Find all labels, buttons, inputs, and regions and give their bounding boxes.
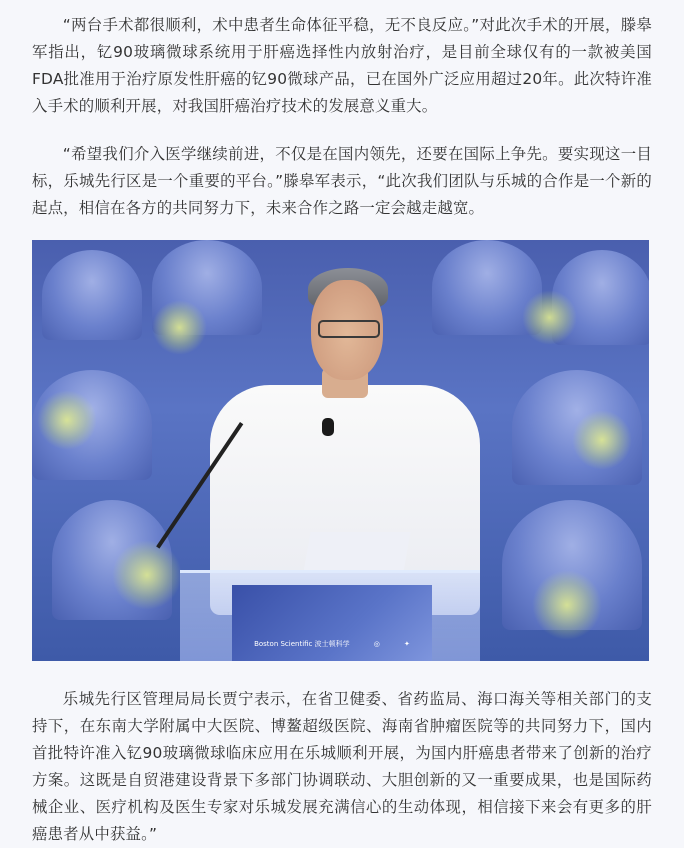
- podium-logo-text: Boston Scientific 波士顿科学: [254, 640, 350, 648]
- logo-mark-icon: ◎: [373, 640, 380, 648]
- paragraph-3: 乐城先行区管理局局长贾宁表示，在省卫健委、省药监局、海口海关等相关部门的支持下，在东南大学附属中大医院、博鳌超级医院、海南省肿瘤医院等的共同努力下，国内首批特许准入钇90玻璃微球临床应用在乐城顺利开展，为国内肝癌患者带来了创新的治疗方案。这既是自贸港建设背景下多部门协调联动、大胆创新的又一重要成果，也是国际药械企业、医疗机构及医生专家对乐城发展充满信心的生动体现，相信接下来会有更多的肝癌患者从中获益。”: [32, 690, 652, 843]
- paragraph-1: “两台手术都很顺利，术中患者生命体征平稳，无不良反应。”对此次手术的开展，滕皋军指出，钇90玻璃微球系统用于肝癌选择性内放射治疗，是目前全球仅有的一款被美国FDA批准用于治疗原发性肝癌的钇90微球产品，已在国外广泛应用超过20年。此次特许准入手术的顺利开展，对我国肝癌治疗技术的发展意义重大。: [32, 16, 652, 115]
- paragraph-2: “希望我们介入医学继续前进，不仅是在国内领先，还要在国际上争先。要实现这一目标，乐城先行区是一个重要的平台。”滕皋军表示，“此次我们团队与乐城的合作是一个新的起点，相信在各方的共同努力下，未来合作之路一定会越走越宽。: [32, 145, 652, 217]
- logo-mark-icon: ✦: [404, 640, 410, 648]
- speaker-photo: [32, 240, 649, 661]
- glasses-icon: [318, 320, 380, 338]
- podium-logos: [242, 638, 422, 650]
